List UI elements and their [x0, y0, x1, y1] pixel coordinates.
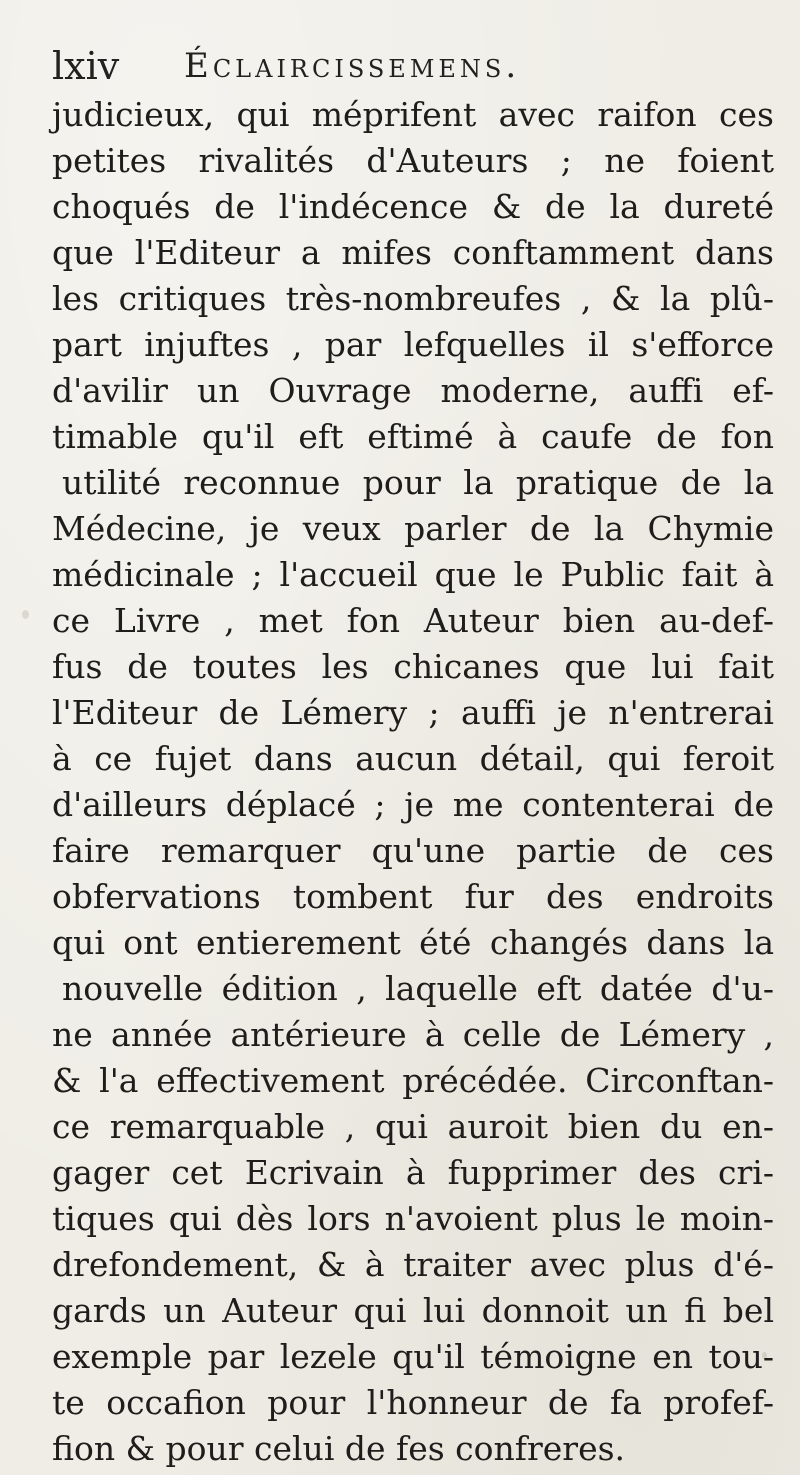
text-line: qui ont entierement été changés dans la [52, 923, 774, 962]
text-line: petites rivalités d'Auteurs ; ne foient [52, 141, 774, 180]
text-line: faire remarquer qu'une partie de ces [52, 831, 774, 870]
text-line: ne année antérieure à celle de Lémery , [52, 1015, 774, 1054]
text-line: fus de toutes les chicanes que lui fait [52, 647, 774, 686]
text-line: exemple par lezele qu'il témoigne en tou- [52, 1337, 774, 1376]
text-line: judicieux, qui méprifent avec raifon ces [52, 95, 774, 134]
paper-stain [22, 610, 29, 619]
text-line: part injuftes , par lefquelles il s'efforce [52, 325, 774, 364]
text-line: Médecine, je veux parler de la Chymie [52, 509, 774, 548]
text-line: d'ailleurs déplacé ; je me contenterai de [52, 785, 774, 824]
page-number: lxiv [52, 44, 120, 88]
text-line: nouvelle édition , laquelle eft datée d'u- [62, 969, 774, 1008]
text-line: & l'a effectivement précédée. Circonftan- [52, 1061, 774, 1100]
text-line: obfervations tombent fur des endroits [52, 877, 774, 916]
text-line: choqués de l'indécence & de la dureté [52, 187, 774, 226]
body-text [52, 92, 774, 1472]
text-line: gards un Auteur qui lui donnoit un fi bel [52, 1291, 774, 1330]
text-line: utilité reconnue pour la pratique de la [62, 463, 774, 502]
text-line: d'avilir un Ouvrage moderne, auffi ef- [52, 371, 774, 410]
text-line: ce remarquable , qui auroit bien du en- [52, 1107, 774, 1146]
text-line: te occafion pour l'honneur de fa profef- [52, 1383, 774, 1422]
text-line: gager cet Ecrivain à fupprimer des cri- [52, 1153, 774, 1192]
text-line: à ce fujet dans aucun détail, qui feroit [52, 739, 774, 778]
text-line: timable qu'il eft eftimé à caufe de fon [52, 417, 774, 456]
text-line: ce Livre , met fon Auteur bien au-def- [52, 601, 774, 640]
text-line: les critiques très-nombreufes , & la plû- [52, 279, 774, 318]
text-line: fion & pour celui de fes confreres. [52, 1429, 626, 1468]
text-line: tiques qui dès lors n'avoient plus le moin- [52, 1199, 774, 1238]
text-line: médicinale ; l'accueil que le Public fait à [52, 555, 774, 594]
running-head: Éclaircissemens. [184, 46, 521, 86]
text-line: que l'Editeur a mifes conftamment dans [52, 233, 774, 272]
text-line: l'Editeur de Lémery ; auffi je n'entrerai [52, 693, 774, 732]
text-line: drefondement, & à traiter avec plus d'é- [52, 1245, 774, 1284]
page-header [52, 42, 772, 90]
